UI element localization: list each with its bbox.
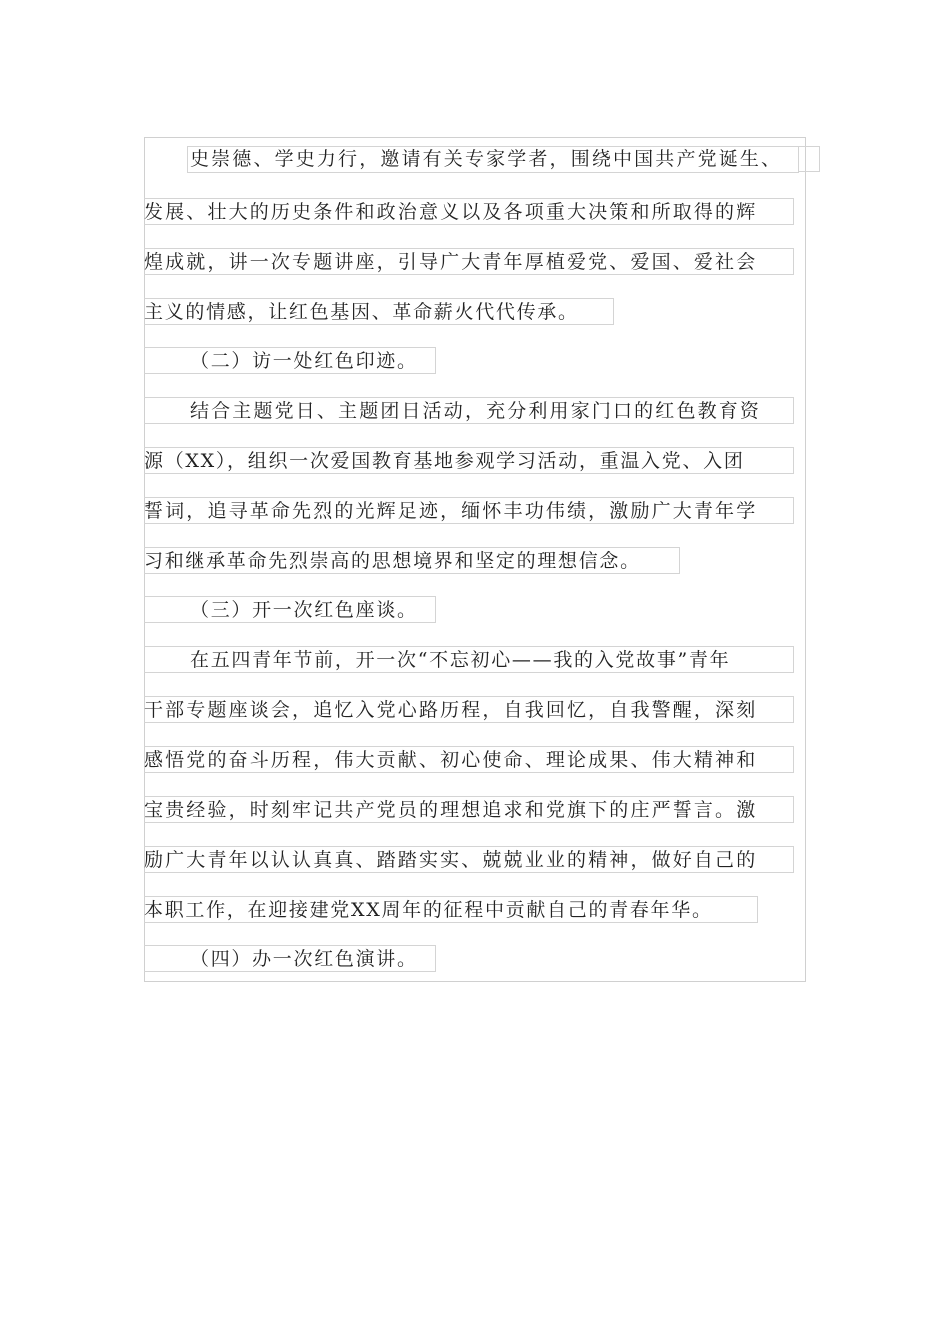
paragraph-line-9: 在五四青年节前，开一次“不忘初心——我的入党故事”青年 xyxy=(144,646,794,673)
paragraph-line-6: 源（XX），组织一次爱国教育基地参观学习活动，重温入党、入团 xyxy=(144,447,794,474)
paragraph-line-10: 干部专题座谈会，追忆入党心路历程，自我回忆，自我警醒，深刻 xyxy=(144,696,794,723)
paragraph-line-1: 史崇德、学史力行，邀请有关专家学者，围绕中国共产党诞生、 xyxy=(190,148,783,170)
paragraph-line-11: 感悟党的奋斗历程，伟大贡献、初心使命、理论成果、伟大精神和 xyxy=(144,746,794,773)
paragraph-line-13: 励广大青年以认认真真、踏踏实实、兢兢业业的精神，做好自己的 xyxy=(144,846,794,873)
paragraph-line-12: 宝贵经验，时刻牢记共产党员的理想追求和党旗下的庄严誓言。激 xyxy=(144,796,794,823)
paragraph-line-4: 主义的情感，让红色基因、革命薪火代代传承。 xyxy=(144,298,614,325)
text-box-outline-tail xyxy=(798,146,820,172)
section-heading-4: （四）办一次红色演讲。 xyxy=(144,945,436,972)
paragraph-line-3: 煌成就，讲一次专题讲座，引导广大青年厚植爱党、爱国、爱社会 xyxy=(144,248,794,275)
paragraph-line-5: 结合主题党日、主题团日活动，充分利用家门口的红色教育资 xyxy=(144,397,794,424)
paragraph-line-2: 发展、壮大的历史条件和政治意义以及各项重大决策和所取得的辉 xyxy=(144,198,794,225)
paragraph-line-14: 本职工作，在迎接建党XX周年的征程中贡献自己的青春年华。 xyxy=(144,896,758,923)
paragraph-line-7: 誓词，追寻革命先烈的光辉足迹，缅怀丰功伟绩，激励广大青年学 xyxy=(144,497,794,524)
section-heading-2: （二）访一处红色印迹。 xyxy=(144,347,436,374)
paragraph-line-8: 习和继承革命先烈崇高的思想境界和坚定的理想信念。 xyxy=(144,547,680,574)
section-heading-3: （三）开一次红色座谈。 xyxy=(144,596,436,623)
